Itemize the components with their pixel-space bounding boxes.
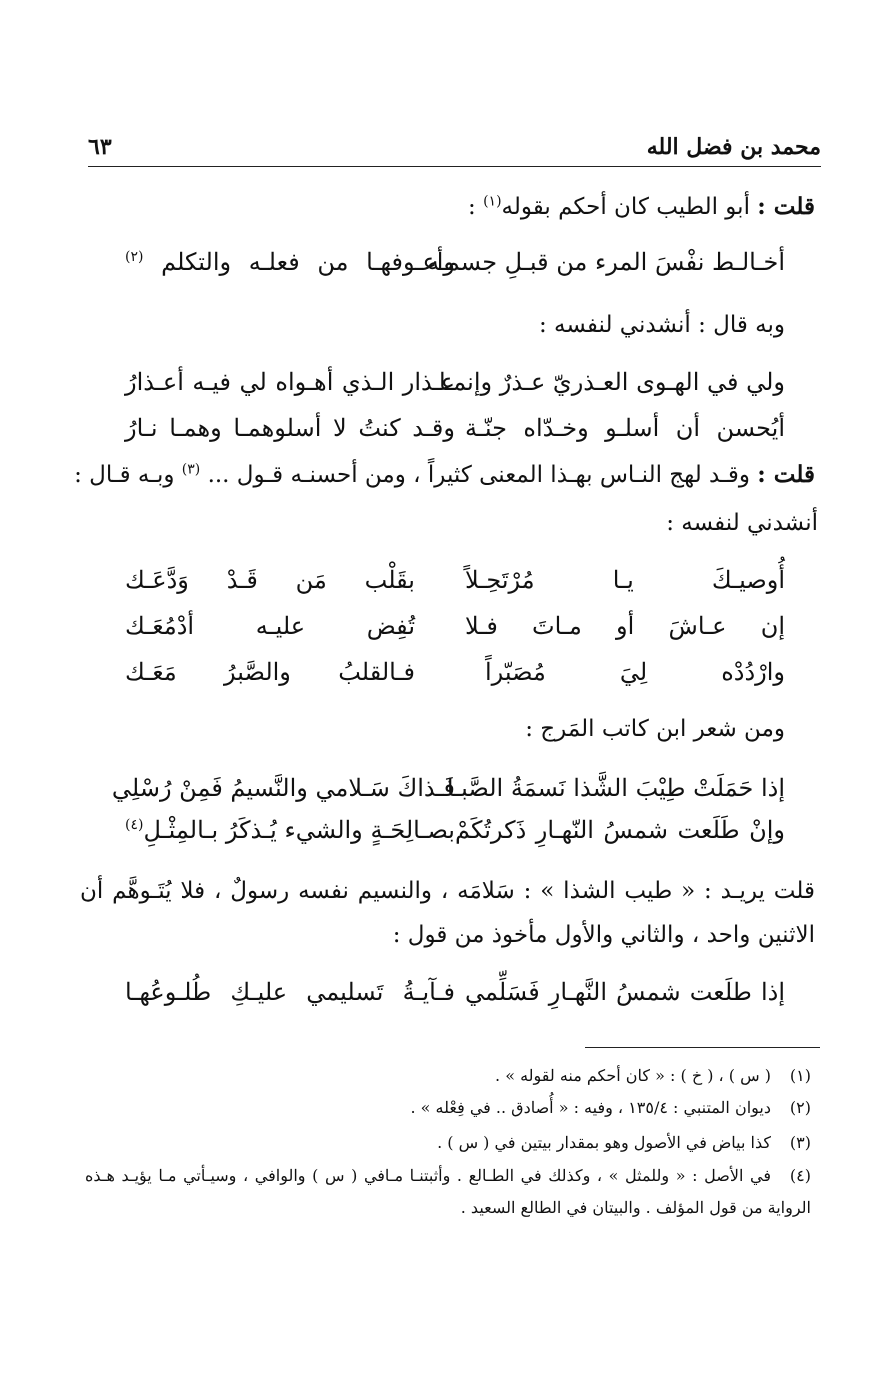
footnote-number: (١) <box>789 1066 811 1085</box>
running-title: محمد بن فضل الله <box>646 134 821 160</box>
footnote-number: (٣) <box>789 1133 811 1152</box>
verse-6-hemistich-1: وارْدُدْه لِيَ مُصَبّراً <box>485 658 785 686</box>
verse-3-hemistich-1: أيُحسن أن أسلـو وخـدّاه جنّـة <box>465 414 785 442</box>
footnote-text: في الأصل : « وللمثل » ، وكذلك في الطـالع . وأثبتنـا مـافي ( س ) والوافي ، وسيـأتي مـا يؤيـد هـذه <box>85 1166 771 1185</box>
paragraph-3: قلت : وقـد لهج النـاس بهـذا المعنى كثيراً ، ومن أحسنـه قـول ... $^{(٣)}$ وبـه قـال : <box>74 461 815 488</box>
paragraph-3-line-2: أنشدني لنفسه : <box>666 510 818 536</box>
footnote-ref-3: (٣) <box>181 461 201 478</box>
footnote-2 <box>85 1094 811 1122</box>
verse-3-hemistich-2: وقـد كنتُ لا أسلوهمـا وهمـا نـارُ <box>125 414 455 442</box>
verse-9-hemistich-1: إذا طلَعت شمسُ النَّهـارِ فَسَلِّمي <box>465 978 785 1006</box>
paragraph-2: وبه قال : أنشدني لنفسه : <box>539 312 785 338</box>
verse-9-hemistich-2: فـآيـةُ تَسليمي عليـكِ طُلـوعُهـا <box>125 978 455 1006</box>
footnote-ref-4: (٤) <box>125 817 144 833</box>
footnote-3 <box>85 1129 811 1157</box>
verse-4 <box>125 562 785 598</box>
footnote-ref-1: (١) <box>483 193 502 210</box>
footnote-4-line-2 <box>85 1194 811 1222</box>
verse-9 <box>125 974 785 1010</box>
verse-7-hemistich-1: إذا حَمَلَتْ طِيْبَ الشَّذا نَسمَةُ الصَّبـا <box>446 774 785 802</box>
verse-6-hemistich-2: فـالقلبُ والصَّبرُ مَعَـك <box>125 658 415 686</box>
verse-2-hemistich-1: ولي في الهـوى العـذريّ عـذرٌ وإنمـا <box>438 368 785 396</box>
footnote-text: الرواية من قول المؤلف . والبيتان في الطالع السعيد . <box>460 1198 811 1217</box>
footnote-text: ( س ) ، ( خ ) : « كان أحكم منه لقوله » . <box>495 1066 771 1085</box>
verse-1-hemistich-2: وأعـوفهـا من فعلـه والتكلم $^{(٢)}$ <box>125 248 455 276</box>
verse-1-hemistich-1: أخـالـط نفْسَ المرء من قبـلِ جسمـه <box>427 248 785 276</box>
verse-2 <box>125 364 785 400</box>
verse-2-hemistich-2: عـذار الـذي أهـواه لي فيـه أعـذارُ <box>125 368 455 396</box>
footnote-number: (٢) <box>789 1098 811 1117</box>
footnote-4 <box>85 1162 811 1190</box>
verse-8-hemistich-2: بصـالِحَـةٍ والشيء يُـذكَرُ بـالمِثْـلِ$^{(٤)}$ <box>125 816 455 844</box>
verse-7 <box>111 770 785 806</box>
verse-7-hemistich-2: فَـذاكَ سَـلامي والنَّسيمُ فَمِنْ رُسْلِي <box>111 774 455 802</box>
page-header <box>88 122 821 167</box>
paragraph-4: ومن شعر ابن كاتب المَرج : <box>525 716 785 742</box>
footnote-number: (٤) <box>789 1166 811 1185</box>
qult-label: قلت : <box>757 193 815 220</box>
verse-4-hemistich-1: أُوصيـكَ يـا مُرْتَحِـلاً <box>465 566 785 594</box>
footnote-ref-2: (٢) <box>125 249 144 265</box>
footnote-text: ديوان المتنبي : ١٣٥/٤ ، وفيه : « أُصادق .. في فِعْله » . <box>410 1098 771 1117</box>
verse-5-hemistich-1: إن عـاشَ أو مـاتَ فـلا <box>465 612 785 640</box>
footnote-divider <box>585 1047 820 1048</box>
page-number: ٦٣ <box>88 134 112 160</box>
verse-8-hemistich-1: وإنْ طَلَعت شمسُ النّهـارِ ذَكرتُكَمْ <box>455 816 785 844</box>
paragraph-5-line-1: قلت يريـد : « طيب الشذا » : سَلامَه ، والنسيم نفسه رسولٌ ، فلا يُتَـوهَّم أن <box>80 878 815 904</box>
qult-label: قلت : <box>757 461 815 488</box>
footnote-1 <box>85 1062 811 1090</box>
verse-1 <box>125 244 785 280</box>
footnote-text: كذا بياض في الأصول وهو بمقدار بيتين في ( س ) . <box>437 1133 771 1152</box>
verse-5-hemistich-2: تُفِض عليـه أدْمُعَـك <box>125 612 415 640</box>
verse-8 <box>125 812 785 848</box>
paragraph-1: قلت : أبو الطيب كان أحكم بقوله$^{(١)}$ : <box>468 193 815 220</box>
verse-4-hemistich-2: بقَلْب مَن قَـدْ وَدَّعَـك <box>125 566 415 594</box>
verse-6 <box>125 654 785 690</box>
paragraph-5-line-2: الاثنين واحد ، والثاني والأول مأخوذ من قول : <box>392 922 815 948</box>
verse-5 <box>125 608 785 644</box>
verse-3 <box>125 410 785 446</box>
